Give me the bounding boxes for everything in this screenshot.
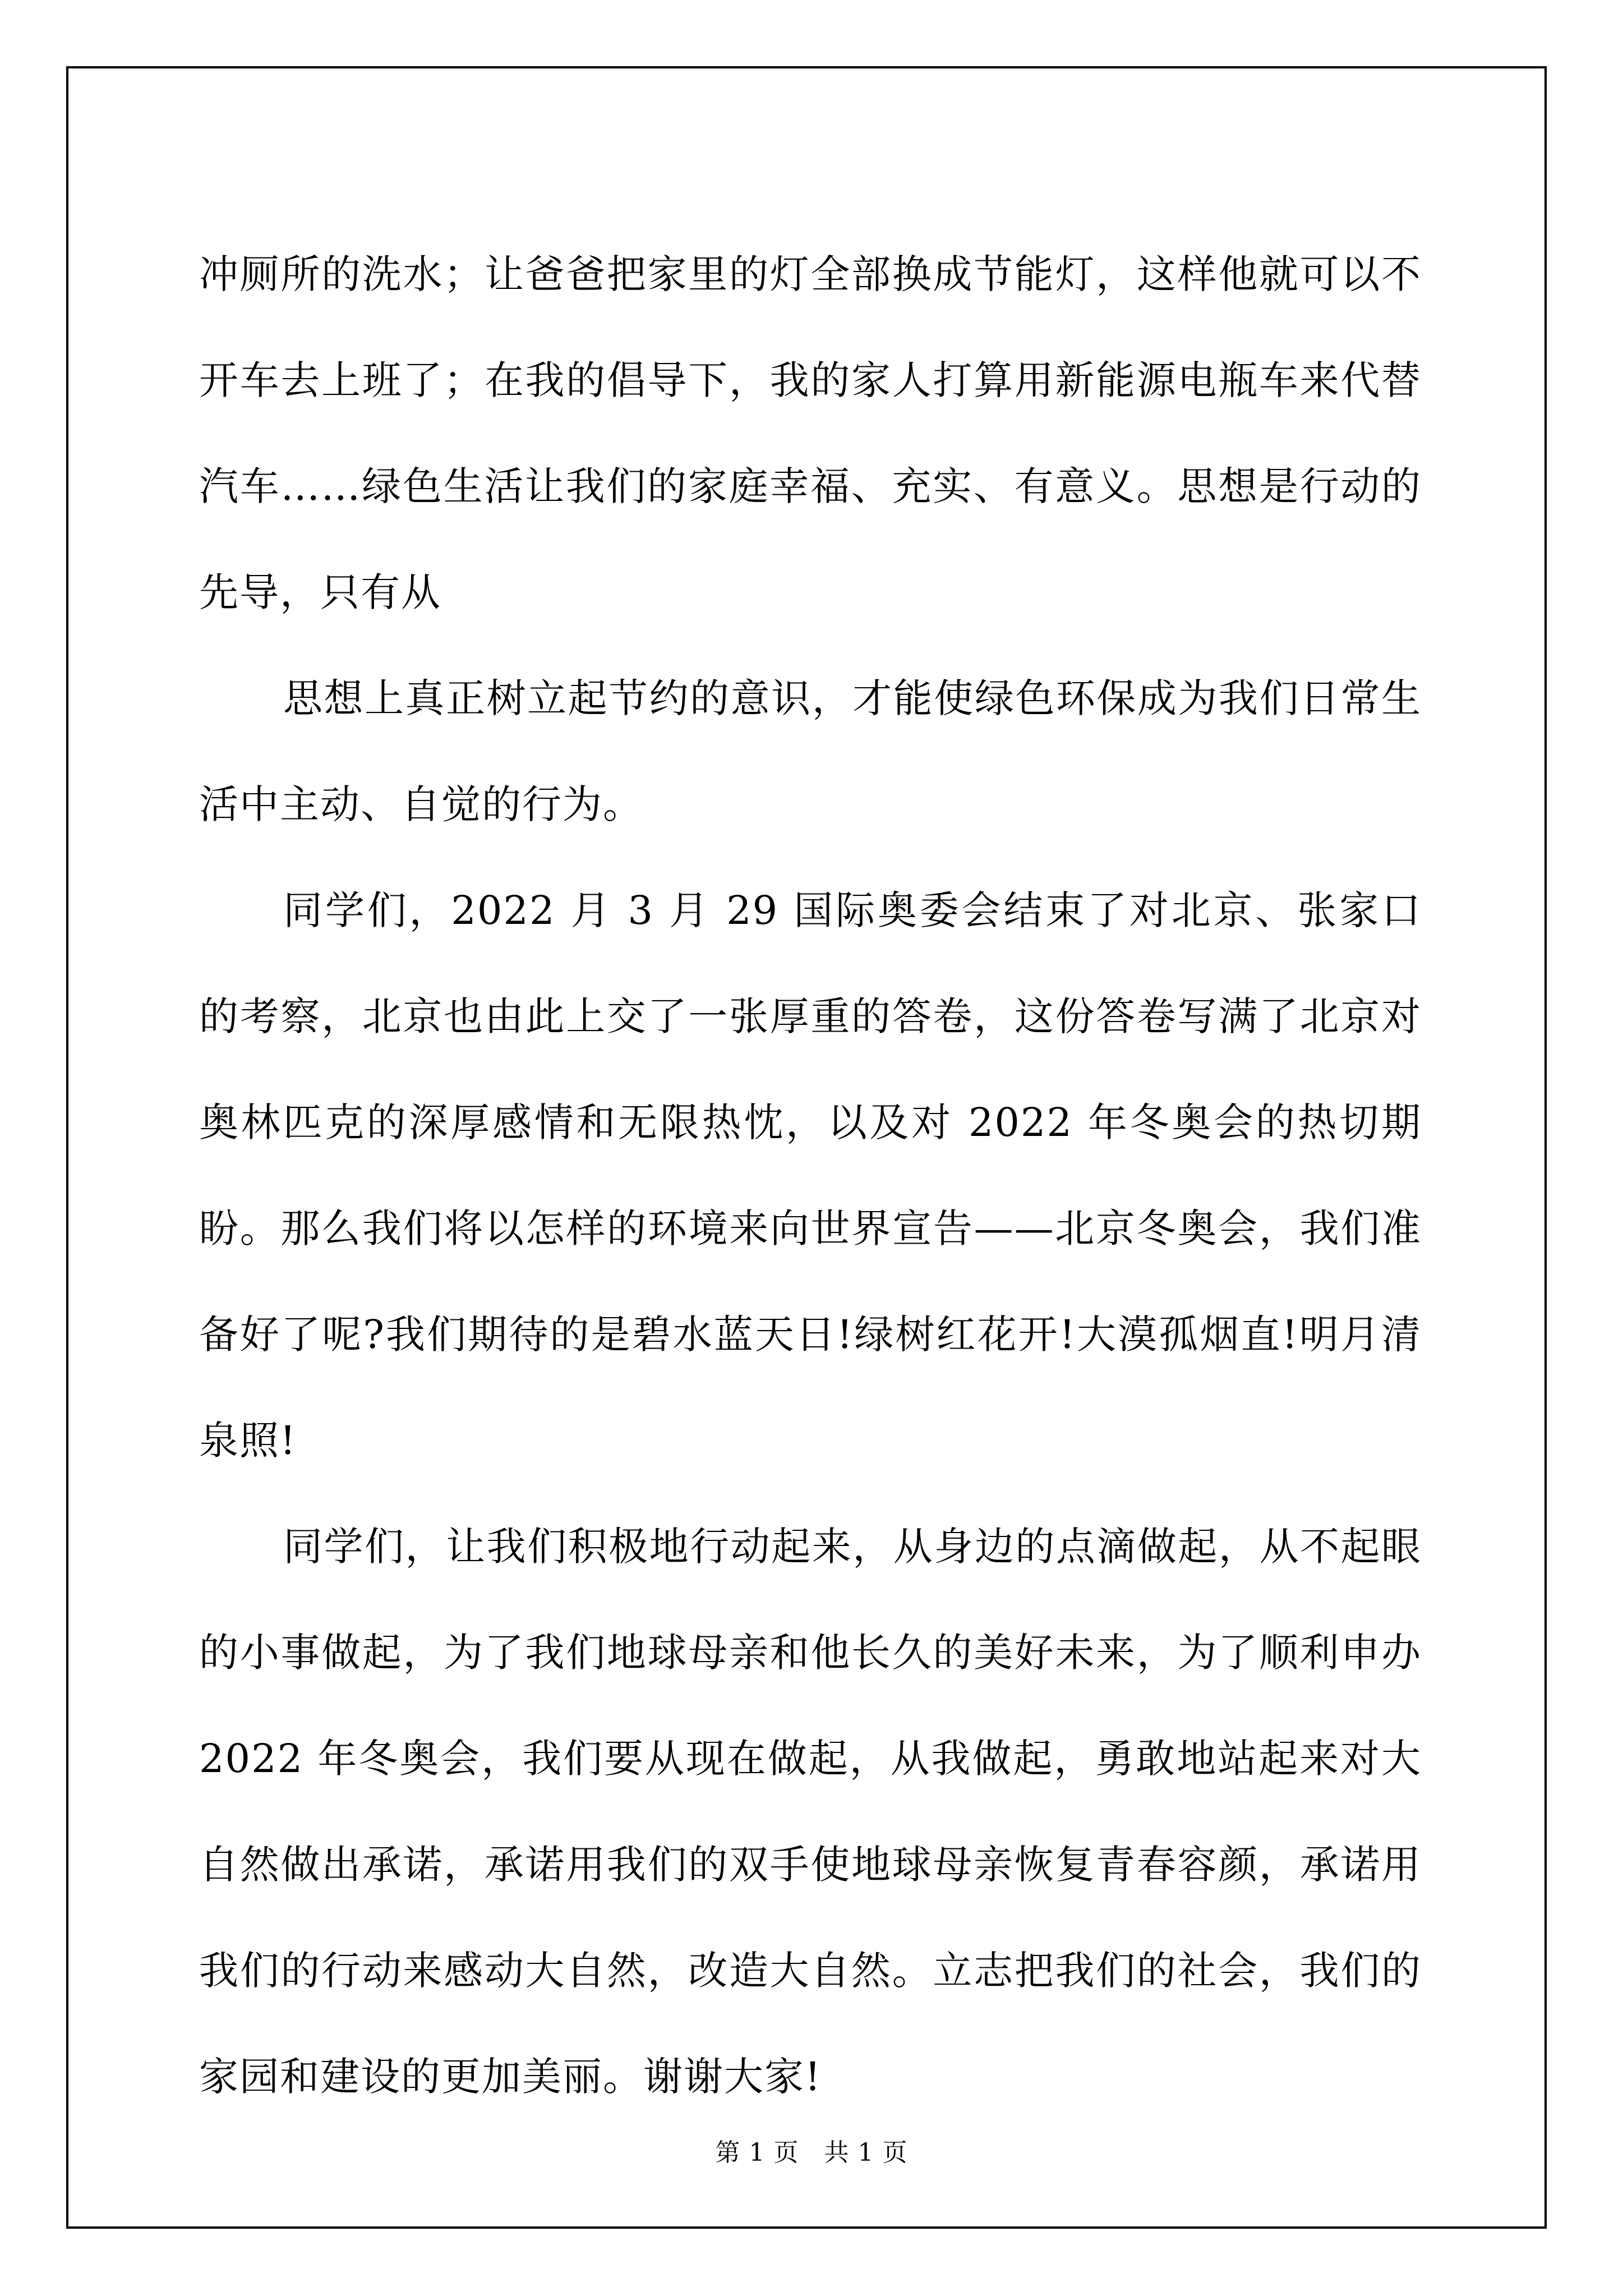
page-footer — [0, 2136, 1623, 2170]
paragraph-1: 冲厕所的洗水；让爸爸把家里的灯全部换成节能灯，这样他就可以不开车去上班了；在我的倡导下，我的家人打算用新能源电瓶车来代替汽车……绿色生活让我们的家庭幸福、充实、有意义。思想是行动的先导，只有从 — [199, 251, 1422, 615]
paragraph-4: 同学们，让我们积极地行动起来，从身边的点滴做起，从不起眼的小事做起，为了我们地球母亲和他长久的美好未来，为了顺利申办 2022 年冬奥会，我们要从现在做起，从我做起，勇敢地站起来对大自然做出承诺，承诺用我们的双手使地球母亲恢复青春容颜，承诺用我们的行动来感动大自然，改造大自然。立志把我们的社会，我们的家园和建设的更加美丽。谢谢大家! — [199, 1524, 1422, 2100]
paragraph-2: 思想上真正树立起节约的意识，才能使绿色环保成为我们日常生活中主动、自觉的行为。 — [199, 675, 1422, 827]
paragraph-3: 同学们，2022 月 3 月 29 国际奥委会结束了对北京、张家口的考察，北京也由此上交了一张厚重的答卷，这份答卷写满了北京对奥林匹克的深厚感情和无限热忱，以及对 2022 年冬奥会的热切期盼。那么我们将以怎样的环境来向世界宣告——北京冬奥会，我们准备好了呢?我们期待的是碧水蓝天日!绿树红花开!大漠孤烟直!明月清泉照! — [199, 887, 1422, 1464]
page-number: 第 1 页 共 1 页 — [715, 2138, 908, 2167]
document-body — [199, 222, 1422, 2130]
